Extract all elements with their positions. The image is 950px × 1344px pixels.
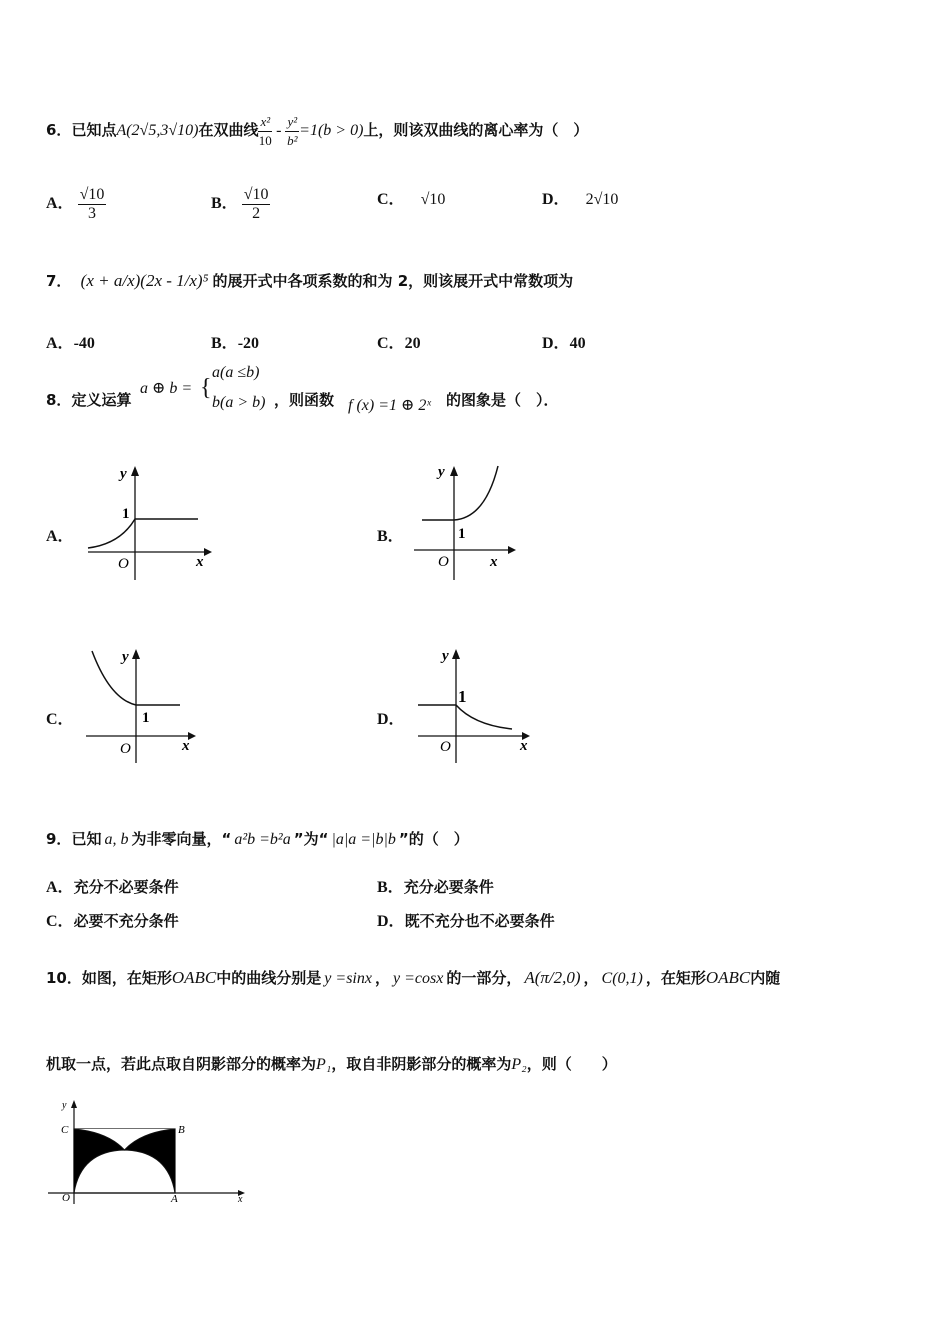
question-6-stem xyxy=(46,113,588,150)
equation-rhs: =1(b > 0) xyxy=(299,122,364,140)
case-1: a(a ≤b) xyxy=(212,364,260,381)
quote-mark: ” xyxy=(398,830,409,848)
x-label: x xyxy=(520,738,528,754)
arrow-icon xyxy=(132,649,140,659)
stem-text: ，在矩形 xyxy=(645,969,706,987)
question-7-stem xyxy=(46,270,573,291)
stem-text: 机取一点，若此点取自阴影部分的概率为 xyxy=(46,1055,317,1073)
graph-8b[interactable] xyxy=(410,460,530,582)
comma: ， xyxy=(583,969,599,987)
question-number: 7． xyxy=(46,272,72,290)
graph-8c[interactable] xyxy=(84,643,199,765)
arrow-icon xyxy=(204,548,212,556)
rect-name: OABC xyxy=(705,968,751,987)
option-value: 充分必要条件 xyxy=(403,878,494,896)
option-7a[interactable] xyxy=(46,330,95,353)
comma: ， xyxy=(374,969,390,987)
binomial-expression: (x + a/x)(2x - 1/x)⁵ xyxy=(80,271,209,290)
stem-text: ，取自非阴影部分的概率为 xyxy=(331,1055,512,1073)
stem-text: 的（ ） xyxy=(408,830,469,848)
stem-text: 的展开式中各项系数的和为 2，则该展开式中常数项为 xyxy=(212,272,574,290)
option-9b[interactable] xyxy=(377,874,494,897)
option-8d[interactable]: D． xyxy=(377,711,405,728)
b-label: B xyxy=(178,1124,185,1136)
one-label: 1 xyxy=(458,687,467,706)
option-8b[interactable]: B． xyxy=(377,528,404,545)
option-9d[interactable] xyxy=(377,908,555,931)
option-value: -20 xyxy=(237,335,260,352)
function-expression: f (x) =1 ⊕ 2ˣ xyxy=(348,397,431,414)
option-7d[interactable] xyxy=(542,330,586,353)
stem-text: 已知点 xyxy=(71,121,117,140)
arrow-icon xyxy=(131,466,139,476)
stem-text: 已知 xyxy=(71,830,102,848)
curve xyxy=(422,466,498,520)
arrow-icon xyxy=(508,546,516,554)
y-label: y xyxy=(442,648,449,664)
curve-sin: y =sinx xyxy=(324,970,372,987)
arrow-icon xyxy=(452,649,460,659)
option-label: A． xyxy=(46,335,74,352)
stem-text: 上，则该双曲线的离心率为（ ） xyxy=(363,121,589,140)
a-label: A xyxy=(171,1193,178,1205)
option-value: -40 xyxy=(73,335,95,352)
option-7c[interactable] xyxy=(377,330,421,353)
curve xyxy=(88,519,198,548)
vector-vars: a, b xyxy=(104,831,129,848)
p2: P₂ xyxy=(511,1056,527,1073)
option-value: √10 xyxy=(420,191,446,208)
question-number: 6． xyxy=(46,121,72,140)
question-10-stem-line1 xyxy=(46,967,780,988)
curve-cos: y =cosx xyxy=(392,970,444,987)
option-label: B． xyxy=(377,879,404,896)
option-value: 充分不必要条件 xyxy=(73,878,179,896)
quote-mark: “ xyxy=(318,830,329,848)
hyperbola-equation xyxy=(258,114,364,148)
one-label: 1 xyxy=(458,526,466,542)
operation-definition: a ⊕ b = xyxy=(140,380,193,397)
stem-text: 定义运算 xyxy=(71,391,132,409)
quote-mark: ” xyxy=(293,830,304,848)
x-label: x xyxy=(182,738,190,754)
graph-8d[interactable] xyxy=(414,643,534,765)
stem-text: 在双曲线 xyxy=(198,121,259,140)
option-label: D． xyxy=(542,335,570,352)
curve xyxy=(418,705,512,729)
frac-den: b² xyxy=(287,133,298,148)
option-value: 2√10 xyxy=(585,191,619,208)
p1: P₁ xyxy=(316,1056,332,1073)
option-value: 20 xyxy=(404,335,421,352)
option-8c[interactable]: C． xyxy=(46,711,74,728)
condition-1: a²b =b²a xyxy=(234,831,291,848)
option-9c[interactable] xyxy=(46,908,179,931)
arrow-icon xyxy=(71,1100,77,1108)
point-c: C(0,1) xyxy=(601,970,643,987)
question-number: 9． xyxy=(46,830,72,848)
quote-mark: “ xyxy=(221,830,232,848)
origin-label: O xyxy=(118,556,129,572)
frac-den: 2 xyxy=(252,205,261,222)
y-label: y xyxy=(438,464,445,480)
stem-text: ，则函数 xyxy=(274,391,335,409)
option-label: C． xyxy=(46,913,74,930)
option-label: D． xyxy=(542,191,570,208)
stem-text: 的一部分， xyxy=(446,969,522,987)
option-value: 必要不充分条件 xyxy=(73,912,179,930)
option-6d[interactable] xyxy=(542,186,618,209)
rect-name: OABC xyxy=(171,968,217,987)
option-label: C． xyxy=(377,191,405,208)
option-6b[interactable] xyxy=(211,186,270,223)
origin-label: O xyxy=(120,741,131,757)
o-label: O xyxy=(62,1192,70,1204)
option-8a[interactable]: A． xyxy=(46,528,74,545)
frac-den: 3 xyxy=(87,205,96,222)
c-label: C xyxy=(61,1124,69,1136)
y-label: y xyxy=(62,1100,67,1111)
frac-num: √10 xyxy=(243,186,269,203)
y-label: y xyxy=(120,466,127,482)
option-6c[interactable] xyxy=(377,186,445,209)
x-label: x xyxy=(196,554,204,570)
question-9-stem xyxy=(46,828,469,849)
y-label: y xyxy=(122,649,129,665)
option-label: A． xyxy=(46,195,74,213)
arrow-icon xyxy=(450,466,458,476)
graph-8a[interactable] xyxy=(80,460,215,582)
question-number: 8． xyxy=(46,391,72,409)
brace-symbol: { xyxy=(200,375,212,401)
question-8-stem xyxy=(46,389,131,410)
option-value: 40 xyxy=(569,335,586,352)
stem-text: 内随 xyxy=(750,969,781,987)
option-value: 既不充分也不必要条件 xyxy=(404,912,555,930)
condition-2: |a|a =|b|b xyxy=(331,831,396,848)
point-a: A(π/2,0) xyxy=(524,968,581,987)
frac-num: y² xyxy=(285,113,299,132)
option-label: B． xyxy=(211,195,238,213)
figure-10 xyxy=(48,1096,253,1206)
one-label: 1 xyxy=(142,710,150,726)
question-number: 10． xyxy=(46,969,82,987)
minus-sign: - xyxy=(276,122,282,140)
origin-label: O xyxy=(440,739,451,755)
stem-text: 为 xyxy=(303,830,319,848)
case-2: b(a > b) xyxy=(212,394,266,411)
point-a: A(2√5,3√10) xyxy=(116,122,199,140)
stem-text: ，则（ ） xyxy=(526,1055,617,1073)
origin-label: O xyxy=(438,554,449,570)
question-10-stem-line2 xyxy=(46,1053,617,1074)
option-label: B． xyxy=(211,335,238,352)
option-6a[interactable] xyxy=(46,186,106,223)
stem-text: 的图象是（ ）． xyxy=(446,391,559,409)
option-label: C． xyxy=(377,335,405,352)
frac-num: √10 xyxy=(79,186,105,203)
option-label: D． xyxy=(377,913,405,930)
option-label: A． xyxy=(46,879,74,896)
option-9a[interactable] xyxy=(46,874,179,897)
one-label: 1 xyxy=(122,506,130,522)
x-label: x xyxy=(490,554,498,570)
stem-text: 如图，在矩形 xyxy=(81,969,172,987)
stem-text: 中的曲线分别是 xyxy=(216,969,322,987)
stem-text: 为非零向量， xyxy=(131,830,222,848)
frac-den: 10 xyxy=(258,133,272,148)
frac-num: x² xyxy=(258,113,272,132)
option-7b[interactable] xyxy=(211,330,259,353)
x-label: x xyxy=(238,1194,243,1205)
